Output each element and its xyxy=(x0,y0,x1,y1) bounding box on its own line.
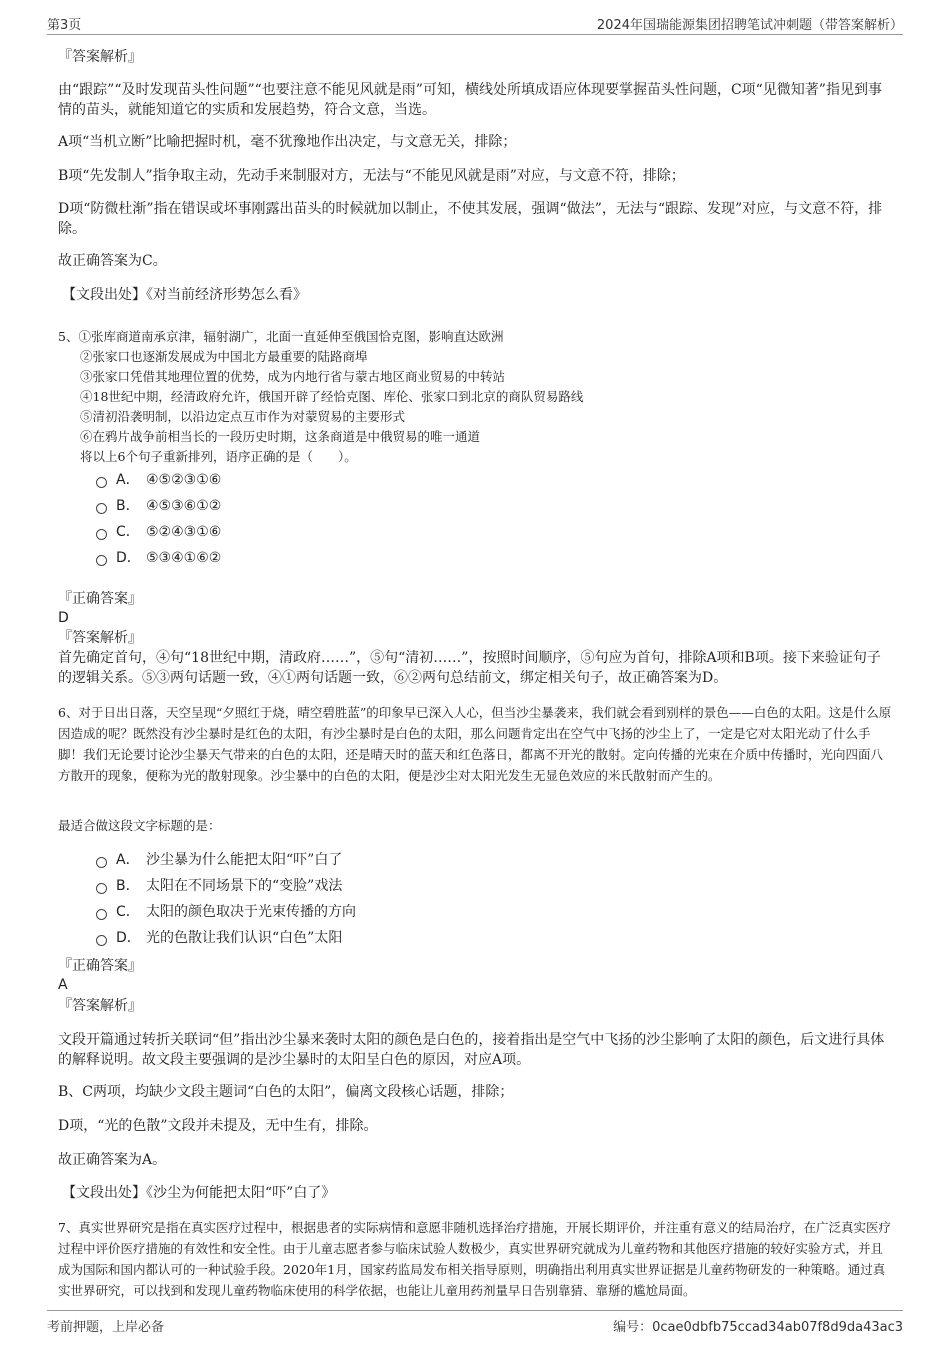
option-text: ④⑤②③①⑥ xyxy=(146,472,222,488)
document-title: 2024年国瑞能源集团招聘笔试冲刺题（带答案解析） xyxy=(596,18,903,33)
option-text: ④⑤③⑥①② xyxy=(146,498,222,514)
q6-conclusion: 故正确答案为A。 xyxy=(58,1152,167,1168)
q6-source: 【文段出处】《沙尘为何能把太阳“吓”白了》 xyxy=(62,1185,336,1201)
page-header xyxy=(47,12,903,35)
q6-option-bc-analysis: B、C两项，均缺少文段主题词“白色的太阳”，偏离文段核心话题，排除； xyxy=(58,1084,514,1100)
document-code: 编号：0cae0dbfb75ccad34ab07f8d9da43ac3 xyxy=(613,1320,903,1335)
radio-icon[interactable] xyxy=(96,909,107,920)
footer-slogan: 考前押题，上岸必备 xyxy=(47,1320,165,1335)
q6-answer-label: 『正确答案』 xyxy=(58,958,142,974)
q4-option-d-analysis: D项“防微杜渐”指在错误或坏事刚露出苗头的时候就加以制止，不使其发展，强调“做法”，无法与“跟踪、发现”对应，与文意不符，排除。 xyxy=(58,201,883,237)
q5-option-d[interactable]: D． ⑤③④①⑥② xyxy=(96,548,221,568)
q5-line: ④18世纪中期，经清政府允许，俄国开辟了经恰克图、库伦、张家口到北京的商队贸易路线 xyxy=(80,389,584,404)
radio-icon[interactable] xyxy=(96,935,107,946)
q5-line: ③张家口凭借其地理位置的优势，成为内地行省与蒙古地区商业贸易的中转站 xyxy=(80,369,506,384)
q5-intro: 5、①张库商道南承京津，辐射湖广，北面一直延伸至俄国恰克图，影响直达欧洲 xyxy=(58,329,504,344)
option-text: ⑤②④③①⑥ xyxy=(146,524,222,540)
option-text: ⑤③④①⑥② xyxy=(146,550,222,566)
radio-icon[interactable] xyxy=(96,529,107,540)
q7-passage: 7、真实世界研究是指在真实医疗过程中，根据患者的实际病情和意愿非随机选择治疗措施，开展长期评价，并注重有意义的结局治疗，在广泛真实医疗过程中评价医疗措施的有效性和安全性。由于儿童志愿者参与临床试验人数极少，真实世界研究就成为儿童药物和其他医疗措施的较好实验方式，并且成为国际和国内都认可的一种试验手段。2020年1月，国家药监局发布相关指导原则，明确指出利用真实世界证据是儿童药物研发的一种策略。通过真实世界研究，可以找到和发现儿童药物临床使用的科学依据，也能让儿童用药剂量早日告别靠猜、靠掰的尴尬局面。 xyxy=(58,1220,891,1298)
q4-analysis: 由“跟踪”“及时发现苗头性问题”“也要注意不能见风就是雨”可知，横线处所填成语应体现要掌握苗头性问题，C项“见微知著”指见到事情的苗头，就能知道它的实质和发展趋势，符合文意，当选。 xyxy=(58,82,882,118)
q5-line: ⑥在鸦片战争前相当长的一段历史时期，这条商道是中俄贸易的唯一通道 xyxy=(80,429,481,444)
radio-icon[interactable] xyxy=(96,883,107,894)
q5-answer: D xyxy=(58,610,69,626)
q5-option-c[interactable]: C． ⑤②④③①⑥ xyxy=(96,522,221,542)
q6-answer: A xyxy=(58,977,68,993)
q6-option-c[interactable]: C． 太阳的颜色取决于光束传播的方向 xyxy=(96,902,356,922)
radio-icon[interactable] xyxy=(96,555,107,566)
q5-analysis: 首先确定首句，④句“18世纪中期，清政府……”，⑤句“清初……”，按照时间顺序，⑤句应为首句，排除A项和B项。接下来验证句子的逻辑关系。⑤③两句话题一致，④①两句话题一致，⑥②两句总结前文，绑定相关句子，故正确答案为D。 xyxy=(58,650,881,686)
q6-option-d[interactable]: D． 光的色散让我们认识“白色”太阳 xyxy=(96,928,342,948)
radio-icon[interactable] xyxy=(96,477,107,488)
q6-option-a[interactable]: A． 沙尘暴为什么能把太阳“吓”白了 xyxy=(96,850,342,870)
page-footer xyxy=(47,1310,903,1333)
radio-icon[interactable] xyxy=(96,857,107,868)
q5-option-a[interactable]: A． ④⑤②③①⑥ xyxy=(96,470,221,490)
q6-option-d-analysis: D项，“光的色散”文段并未提及，无中生有，排除。 xyxy=(58,1118,378,1134)
q4-option-a-analysis: A项“当机立断”比喻把握时机，毫不犹豫地作出决定，与文意无关，排除； xyxy=(58,134,517,150)
q4-option-b-analysis: B项“先发制人”指争取主动，先动手来制服对方，无法与“不能见风就是雨”对应，与文意不符，排除； xyxy=(58,168,685,184)
option-text: 光的色散让我们认识“白色”太阳 xyxy=(146,930,343,946)
q4-source: 【文段出处】《对当前经济形势怎么看》 xyxy=(62,287,307,303)
q5-line: ②张家口也逐渐发展成为中国北方最重要的陆路商埠 xyxy=(80,349,368,364)
q6-option-b[interactable]: B． 太阳在不同场景下的“变脸”戏法 xyxy=(96,876,342,896)
q4-analysis-label: 『答案解析』 xyxy=(58,49,142,65)
q5-answer-label: 『正确答案』 xyxy=(58,591,142,607)
q5-question: 将以上6个句子重新排列，语序正确的是（ ）。 xyxy=(80,449,357,464)
radio-icon[interactable] xyxy=(96,503,107,514)
option-text: 太阳在不同场景下的“变脸”戏法 xyxy=(146,878,343,894)
q5-analysis-label: 『答案解析』 xyxy=(58,630,142,646)
q4-conclusion: 故正确答案为C。 xyxy=(58,253,167,269)
q5-option-b[interactable]: B． ④⑤③⑥①② xyxy=(96,496,221,516)
page-number: 第3页 xyxy=(47,18,82,33)
q6-analysis-label: 『答案解析』 xyxy=(58,998,142,1014)
q5-line: ⑤清初沿袭明制，以沿边定点互市作为对蒙贸易的主要形式 xyxy=(80,409,406,424)
q6-passage: 6、对于日出日落，天空呈现“夕照红于烧，晴空碧胜蓝”的印象早已深入人心，但当沙尘暴袭来，我们就会看到别样的景色——白色的太阳。这是什么原因造成的呢？既然没有沙尘暴时是红色的太阳，有沙尘暴时是白色的太阳，那么问题肯定出在空气中飞扬的沙尘上了，一定是它对太阳光动了什么手脚！我们无论要讨论沙尘暴天气带来的白色的太阳，还是晴天时的蓝天和红色落日，都离不开光的散射。定向传播的光束在介质中传播时，光向四面八方散开的现象，便称为光的散射现象。沙尘暴中的白色的太阳，便是沙尘对太阳光发生无显色效应的米氏散射而产生的。 xyxy=(58,705,892,783)
option-text: 沙尘暴为什么能把太阳“吓”白了 xyxy=(146,852,343,868)
q6-question: 最适合做这段文字标题的是： xyxy=(58,818,221,833)
q6-analysis: 文段开篇通过转折关联词“但”指出沙尘暴来袭时太阳的颜色是白色的，接着指出是空气中飞扬的沙尘影响了太阳的颜色，后文进行具体的解释说明。故文段主要强调的是沙尘暴时的太阳呈白色的原因，对应A项。 xyxy=(58,1032,885,1068)
option-text: 太阳的颜色取决于光束传播的方向 xyxy=(146,904,356,920)
